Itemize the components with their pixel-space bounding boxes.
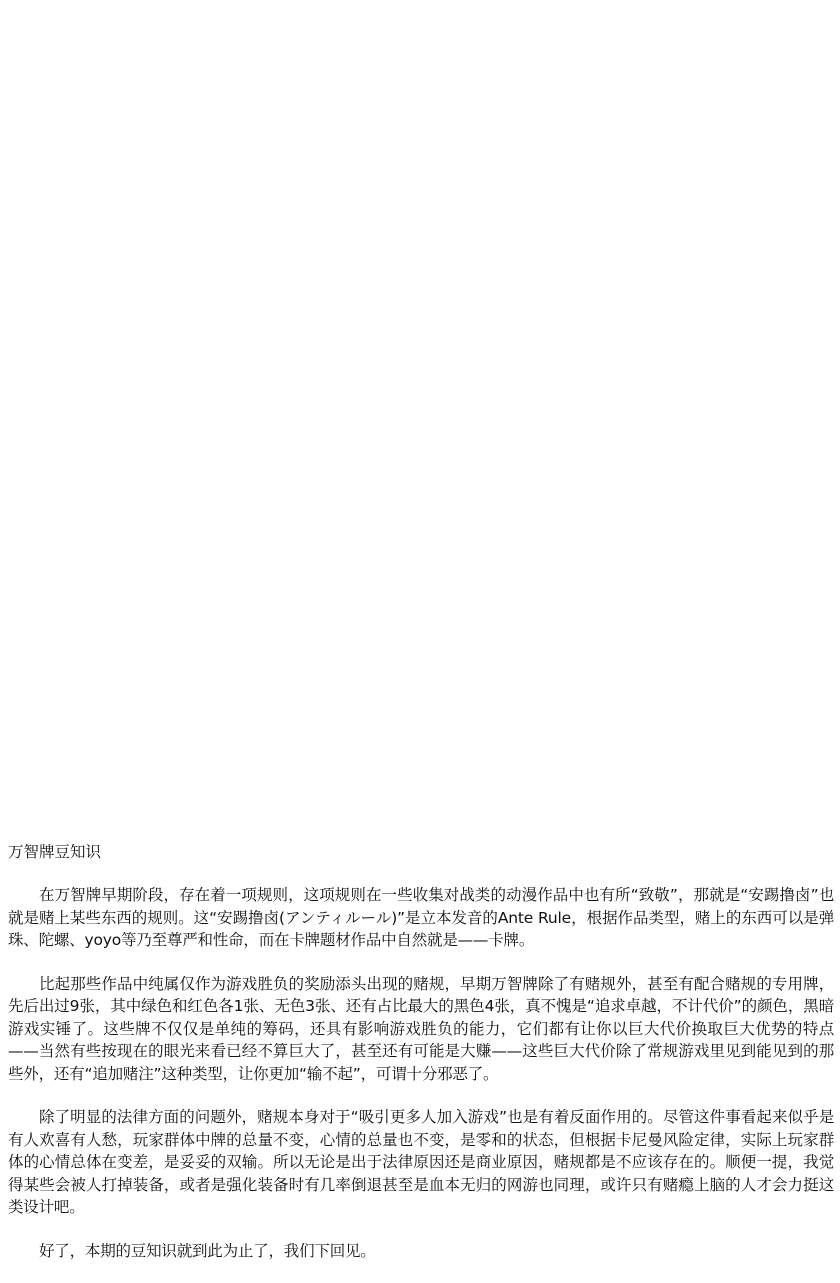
paragraph-ante-rule-intro: 在万智牌早期阶段，存在着一项规则，这项规则在一些收集对战类的动漫作品中也有所“致敬”，那就是“安踢撸卤”也就是赌上某些东西的规则。这“安踢撸卤(アンティルール)”是立本发音的Ante Rule，根据作品类型，赌上的东西可以是弹珠、陀螺、yoyo等乃至尊严和性命，而在卡牌题材作品中自然就是——卡牌。 [8,886,834,949]
article [8,840,834,1283]
paragraph-ante-cards: 比起那些作品中纯属仅作为游戏胜负的奖励添头出现的赌规，早期万智牌除了有赌规外，甚至有配合赌规的专用牌，先后出过9张，其中绿色和红色各1张、无色3张、还有占比最大的黑色4张，真不愧是“追求卓越，不计代价”的颜色，黑暗游戏实锤了。这些牌不仅仅是单纯的筹码，还具有影响游戏胜负的能力，它们都有让你以巨大代价换取巨大优势的特点——当然有些按现在的眼光来看已经不算巨大了，甚至还有可能是大赚——这些巨大代价除了常规游戏里见到能见到的那些外，还有“追加赌注”这种类型，让你更加“输不起”，可谓十分邪恶了。 [8,974,834,1083]
paragraph-ante-problems: 除了明显的法律方面的问题外，赌规本身对于“吸引更多人加入游戏”也是有着反面作用的。尽管这件事看起来似乎是有人欢喜有人愁，玩家群体中牌的总量不变，心情的总量也不变，是零和的状态，但根据卡尼曼风险定律，实际上玩家群体的心情总体在变差，是妥妥的双输。所以无论是出于法律原因还是商业原因，赌规都是不应该存在的。顺便一提，我觉得某些会被人打掉装备，或者是强化装备时有几率倒退甚至是血本无归的网游也同理，或许只有赌瘾上脑的人才会力挺这类设计吧。 [8,1108,834,1216]
article-title: 万智牌豆知识 [8,843,102,861]
paragraph-closing: 好了，本期的豆知识就到此为止了，我们下回见。 [39,1241,376,1260]
